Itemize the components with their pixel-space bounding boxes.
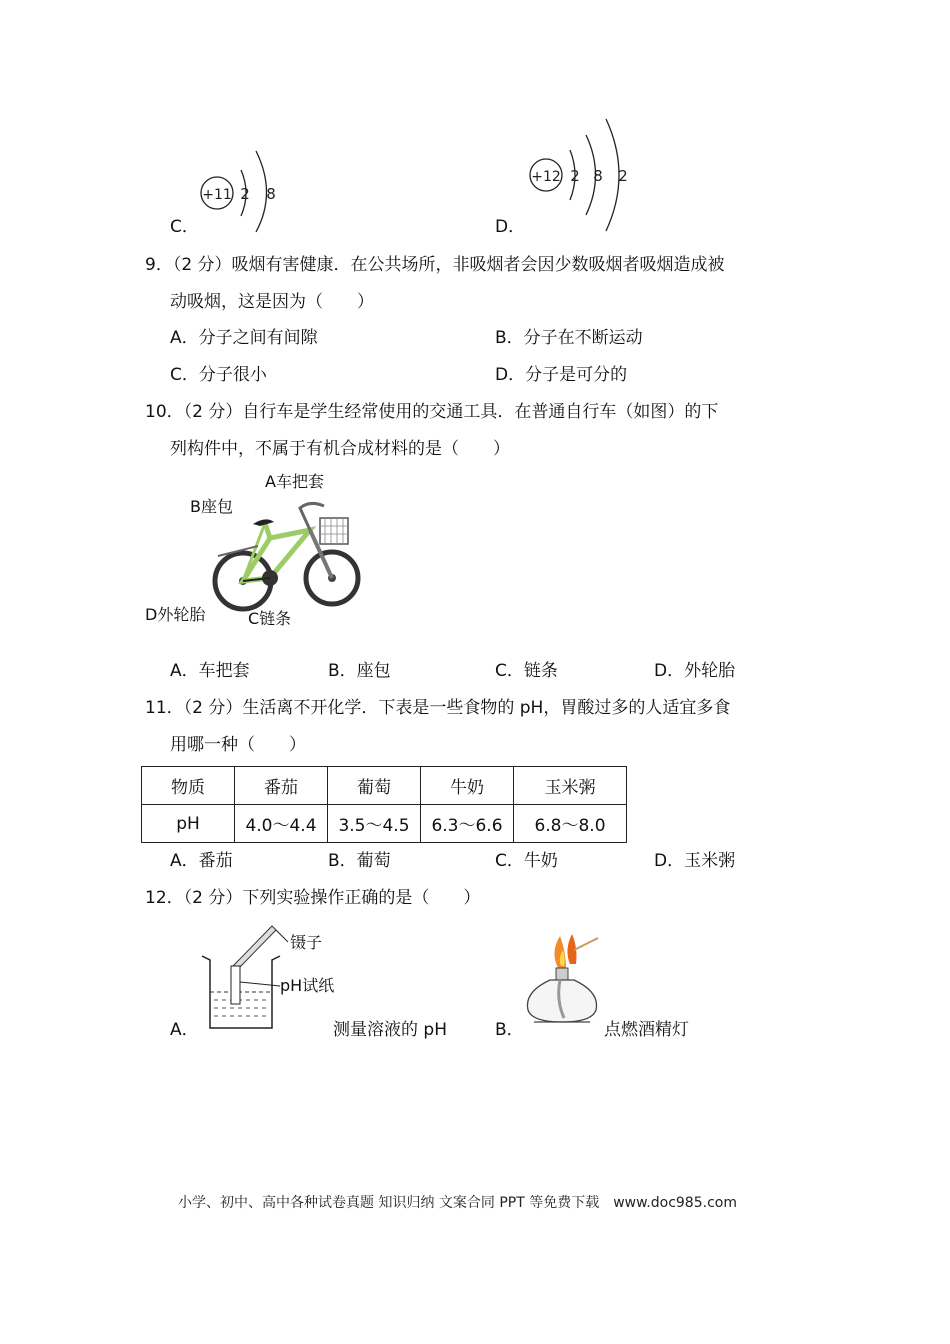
diagram-d-nucleus: +12 xyxy=(531,169,561,185)
diagram-d-shell-3: 2 xyxy=(618,167,628,185)
table-cell: 6.8～8.0 xyxy=(514,805,627,843)
q9-option-c: C．分子很小 xyxy=(170,365,267,385)
q10-stem-line2: 列构件中，不属于有机合成材料的是（ ） xyxy=(170,439,510,459)
q8-option-c-label: C． xyxy=(170,217,199,237)
page-footer: 小学、初中、高中各种试卷真题 知识归纳 文案合同 PPT 等免费下载 www.doc985.com xyxy=(178,1195,737,1211)
q11-option-b: B．葡萄 xyxy=(328,851,391,871)
q11-option-d: D．玉米粥 xyxy=(654,851,736,871)
q10-option-d: D．外轮胎 xyxy=(654,661,736,681)
table-cell: pH xyxy=(142,805,235,843)
magnesium-atom-diagram xyxy=(526,116,636,234)
table-cell: 番茄 xyxy=(235,767,328,805)
table-cell: 牛奶 xyxy=(421,767,514,805)
bicycle-label-c: C链条 xyxy=(248,609,292,628)
q12-option-b-text: 点燃酒精灯 xyxy=(604,1020,689,1040)
q12-stem: 12．（2 分）下列实验操作正确的是（ ） xyxy=(145,888,481,908)
table-cell: 6.3～6.6 xyxy=(421,805,514,843)
q11-stem-line1: 11．（2 分）生活离不开化学．下表是一些食物的 pH，胃酸过多的人适宜多食 xyxy=(145,698,731,718)
table-cell: 物质 xyxy=(142,767,235,805)
q10-stem-line1: 10．（2 分）自行车是学生经常使用的交通工具．在普通自行车（如图）的下 xyxy=(145,402,719,422)
q8-option-d-label: D． xyxy=(495,217,526,237)
q10-option-a: A．车把套 xyxy=(170,661,250,681)
tweezers-label: 镊子 xyxy=(290,933,323,952)
bicycle-figure xyxy=(140,468,370,634)
table-cell: 玉米粥 xyxy=(514,767,627,805)
q9-stem-line1: 9．（2 分）吸烟有害健康．在公共场所，非吸烟者会因少数吸烟者吸烟造成被 xyxy=(145,255,725,275)
food-ph-table xyxy=(141,766,627,843)
q12-option-a-label: A． xyxy=(170,1020,199,1040)
table-row xyxy=(142,805,627,843)
q12-option-b-label: B． xyxy=(495,1020,524,1040)
diagram-c-shell-2: 8 xyxy=(266,185,276,203)
q11-option-c: C．牛奶 xyxy=(495,851,558,871)
table-row xyxy=(142,767,627,805)
table-cell: 葡萄 xyxy=(328,767,421,805)
diagram-c-nucleus: +11 xyxy=(202,187,232,203)
diagram-d-shell-2: 8 xyxy=(593,167,603,185)
diagram-d-shell-1: 2 xyxy=(570,167,580,185)
alcohol-lamp-icon xyxy=(520,930,605,1030)
bicycle-label-a: A车把套 xyxy=(265,472,324,491)
q11-option-a: A．番茄 xyxy=(170,851,233,871)
q12-option-a-text: 测量溶液的 pH xyxy=(333,1020,447,1040)
diagram-c-shell-1: 2 xyxy=(240,185,250,203)
q9-option-d: D．分子是可分的 xyxy=(495,365,628,385)
q9-stem-line2: 动吸烟，这是因为（ ） xyxy=(170,292,374,312)
table-cell: 4.0～4.4 xyxy=(235,805,328,843)
q10-option-c: C．链条 xyxy=(495,661,558,681)
bicycle-label-b: B座包 xyxy=(190,497,233,516)
table-cell: 3.5～4.5 xyxy=(328,805,421,843)
ph-test-figure xyxy=(200,922,340,1032)
bicycle-label-d: D外轮胎 xyxy=(145,605,206,624)
q11-stem-line2: 用哪一种（ ） xyxy=(170,735,306,755)
q9-option-a: A．分子之间有间隙 xyxy=(170,328,318,348)
sodium-atom-diagram xyxy=(195,148,285,234)
q9-option-b: B．分子在不断运动 xyxy=(495,328,643,348)
ph-paper-label: pH试纸 xyxy=(280,976,335,995)
q10-option-b: B．座包 xyxy=(328,661,391,681)
